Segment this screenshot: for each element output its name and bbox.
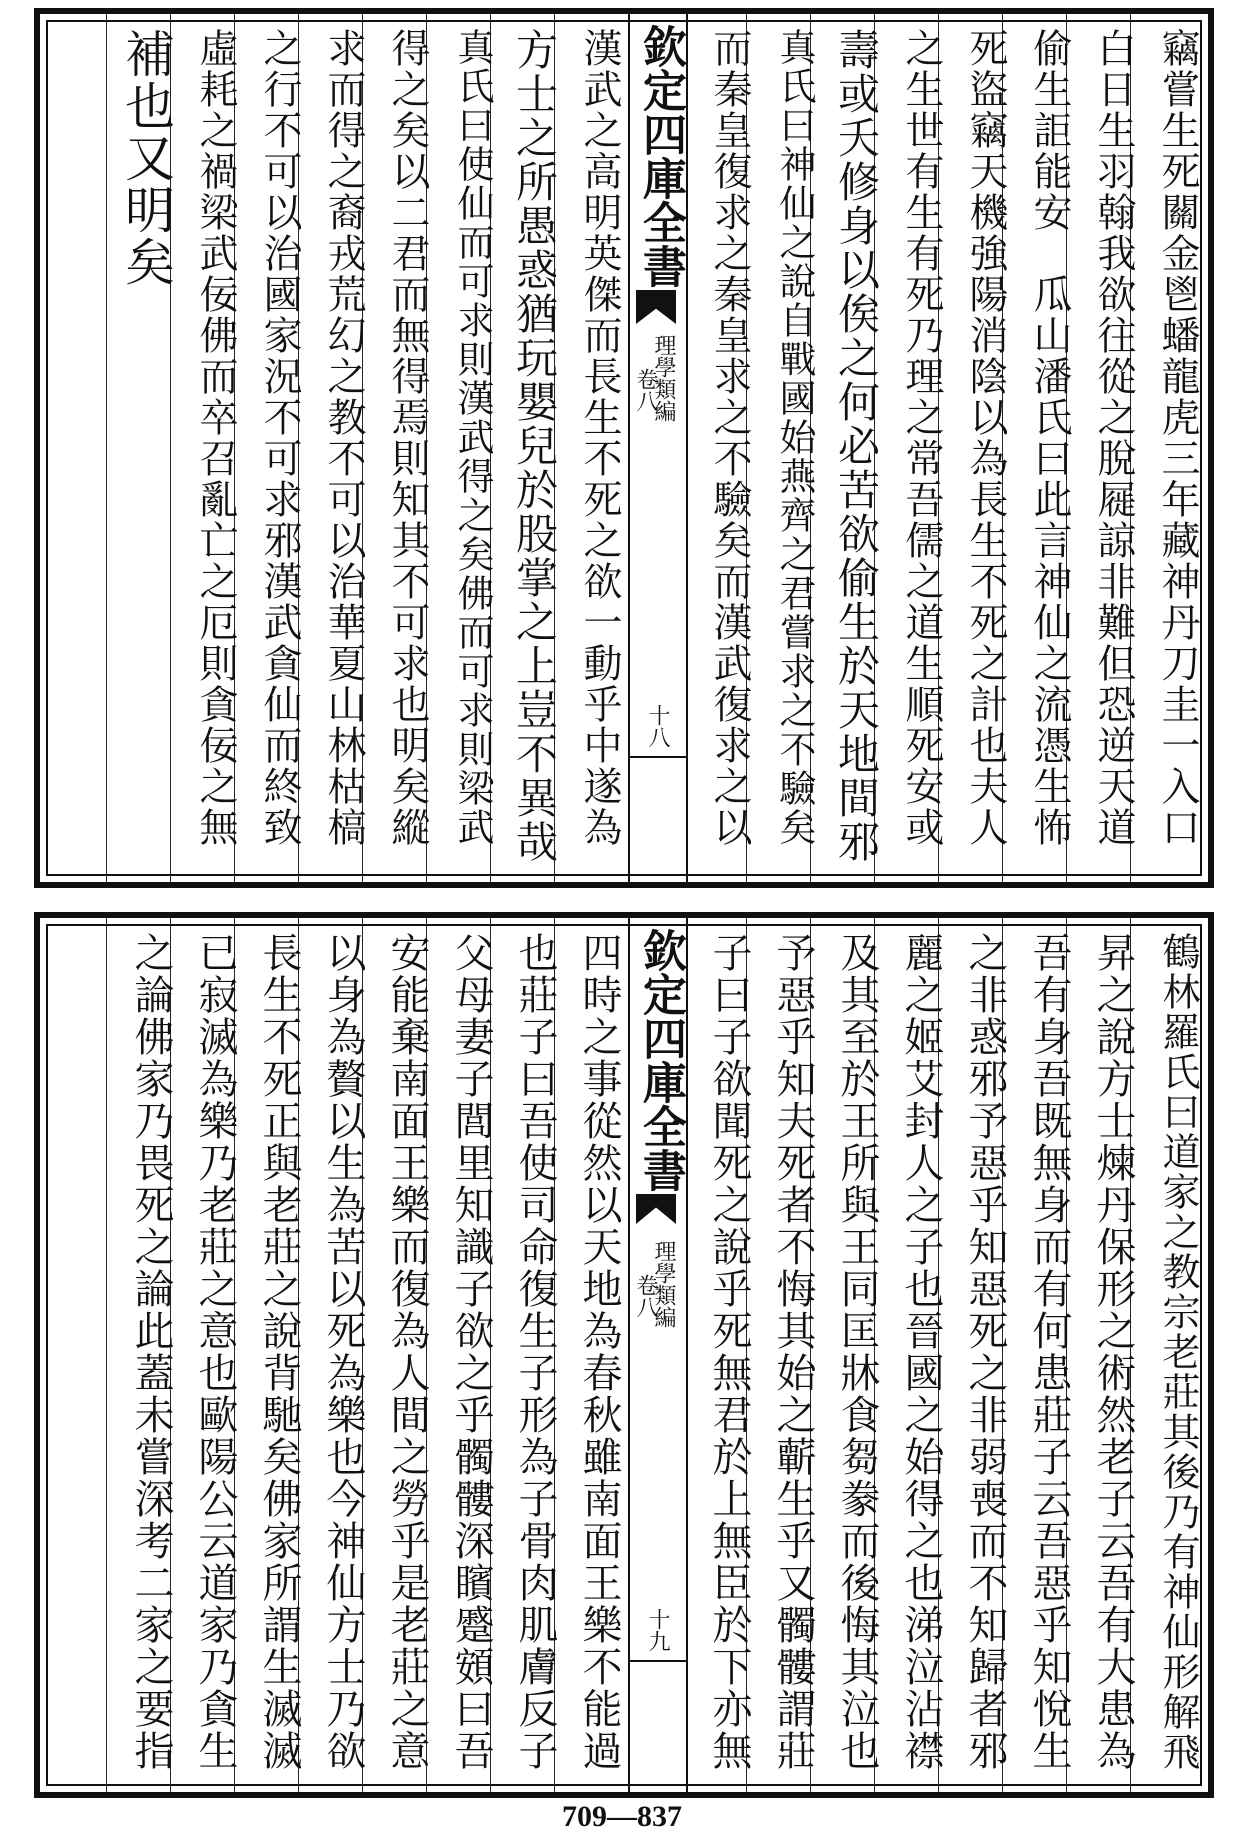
text-column: 白日生羽翰我欲往從之脫屣諒非難但恐逆天道: [1091, 28, 1136, 848]
text-column: 鶴林羅氏曰道家之教宗老莊其後乃有神仙形解飛: [1156, 932, 1200, 1772]
text-column: 吾有身吾既無身而有何患莊子云吾惡乎知悅生: [1026, 932, 1072, 1772]
text-column: 四時之事從然以天地為春秋雖南面王樂不能過: [576, 932, 622, 1772]
text-column: 予惡乎知夫死者不悔其始之蘄生乎又髑髏謂莊: [770, 932, 816, 1772]
text-column: 父母妻子閭里知識子欲之乎髑髏深矉蹙頞曰吾: [448, 932, 494, 1772]
text-column: 漢武之高明英傑而長生不死之欲一動乎中遂為: [577, 28, 622, 848]
text-column: 真氏曰使仙而可求則漢武得之矣佛而可求則梁武: [451, 28, 494, 847]
text-column: 也莊子曰吾使司命復生子形為子骨肉肌膚反子: [512, 932, 558, 1772]
fold-column: [628, 14, 688, 882]
series-title: 理學類編: [651, 334, 676, 422]
page-code: 709—837: [562, 1800, 682, 1833]
text-column: 之行不可以治國家況不可求邪漢武貪仙而終致: [257, 28, 302, 848]
book-title: 欽定四庫全書: [635, 24, 686, 288]
text-column: 求而得之裔戎荒幻之教不可以治華夏山林枯槁: [321, 28, 366, 848]
fold-column: [628, 918, 688, 1792]
text-column: 死盜竊天機強陽消陰以為長生不死之計也夫人: [963, 28, 1008, 848]
text-column: 之論佛家乃畏死之論此蓋未嘗深考二家之要指: [128, 932, 174, 1772]
text-column: 昇之說方士煉丹保形之術然老子云吾有大患為: [1090, 932, 1136, 1772]
folio-number: 十九: [645, 1608, 670, 1652]
book-title: 欽定四庫全書: [635, 928, 686, 1192]
text-column: 而秦皇復求之秦皇求之不驗矣而漢武復求之以: [707, 28, 752, 848]
text-column: 子曰子欲聞死之說乎死無君於上無臣於下亦無: [706, 932, 752, 1772]
text-column: 虛耗之禍梁武佞佛而卒召亂亡之厄則貪佞之無: [193, 28, 238, 848]
text-column: 壽或夭修身以俟之何必苦欲偷生於天地間邪: [832, 28, 881, 864]
fold-rule: [630, 1660, 686, 1662]
text-column: 偷生詎能安 瓜山潘氏曰此言神仙之流憑生怖: [1027, 28, 1072, 848]
fold-rule: [630, 756, 686, 758]
text-column: 安能棄南面王樂而復為人間之勞乎是老莊之意: [384, 932, 430, 1772]
text-column: 已寂滅為樂乃老莊之意也歐陽公云道家乃貪生: [192, 932, 238, 1772]
folio-number: 十八: [645, 704, 670, 748]
text-column: 竊嘗生死關金鬯蟠龍虎三年藏神丹刀圭一入口: [1155, 28, 1200, 848]
fishtail-mark: [636, 1194, 676, 1224]
text-column: 長生不死正與老莊之說背馳矣佛家所謂生滅滅: [256, 932, 302, 1772]
series-title: 理學類編: [651, 1240, 676, 1328]
text-column: 及其至於王所與王同匡牀食芻豢而後悔其泣也: [834, 932, 880, 1772]
text-column: 方士之所愚惑猶玩嬰兒於股掌之上豈不異哉: [510, 28, 559, 864]
text-column: 之非惑邪予惡乎知惡死之非弱喪而不知歸者邪: [962, 932, 1008, 1772]
text-column: 麗之姬艾封人之子也晉國之始得之也涕泣沾襟: [898, 932, 944, 1772]
text-column: 補也又明矣: [117, 28, 175, 288]
page-top: [34, 8, 1214, 888]
text-column: 以身為贅以生為苦以死為樂也今神仙方士乃欲: [320, 932, 366, 1772]
text-column: 之生世有生有死乃理之常吾儒之道生順死安或: [899, 28, 944, 848]
text-column: 得之矣以二君而無得焉則知其不可求也明矣縱: [385, 28, 430, 848]
juan-number: 卷八: [633, 1274, 658, 1318]
page-bottom: [34, 912, 1214, 1798]
juan-number: 卷八: [633, 368, 658, 412]
text-column: 真氏曰神仙之說自戰國始燕齊之君嘗求之不驗矣: [773, 28, 816, 847]
fishtail-mark: [636, 290, 676, 324]
